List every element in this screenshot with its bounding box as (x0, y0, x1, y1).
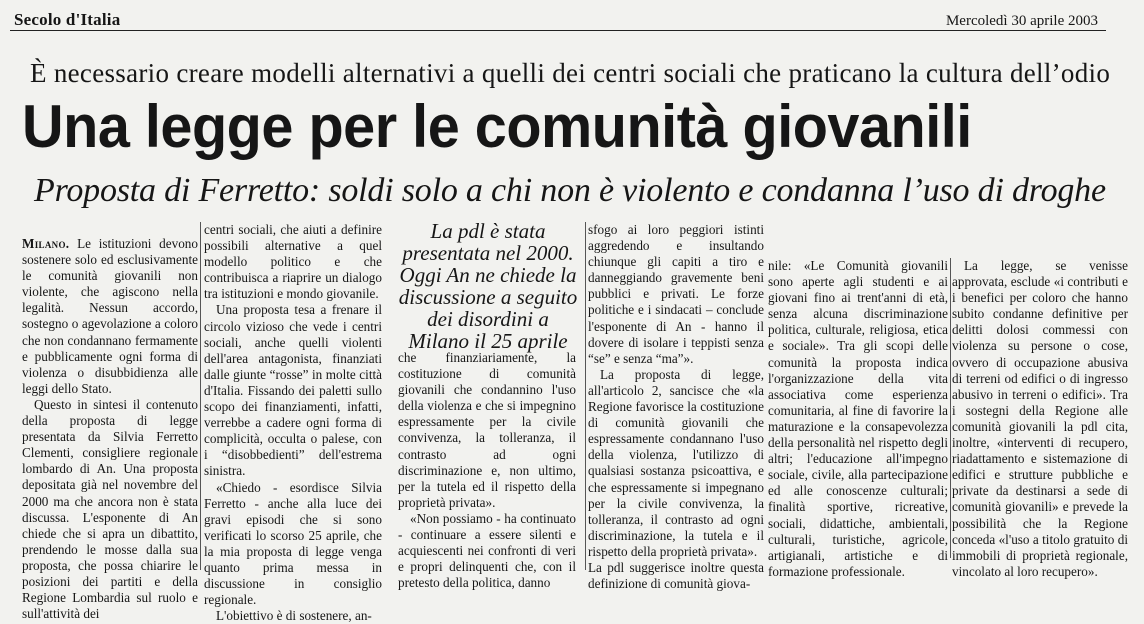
paragraph: Questo in sintesi il contenuto della proposta di legge presentata da Silvia Ferretto Clementi, consigliere regionale lombardo di An. Una proposta depositata già nel novembre del 2000 ma che ancora non è stata discussa. L'esponente di An chiede che si apra un dibattito, prendendo le mosse dalla sua proposta, che possa chiarire le posizioni dei partiti e della Regione Lombardia sul ruolo e sull'attività dei (22, 396, 198, 622)
paragraph: «Non possiamo - ha continuato - continuare a essere silenti e acquiescenti nei confronti di veri e propri delinquenti che, con il pretesto della politica, danno (398, 510, 576, 591)
paragraph (22, 236, 198, 397)
article-kicker: È necessario creare modelli alternativi a quelli dei centri sociali che praticano la cultura dell’odio (30, 58, 1111, 88)
pull-quote: La pdl è stata presentata nel 2000. Oggi An ne chiede la discussione a seguito dei disordini a Milano il 25 aprile (398, 219, 578, 353)
column-rule (585, 222, 586, 570)
text-column-1 (22, 236, 198, 622)
paragraph-text: Le istituzioni devono sostenere solo ed esclusivamente le comunità giovanili non violente, che agiscono nella legalità. Nessun accordo, sostegno o agevolazione a coloro che non condannano fermamente e pubblicamente ogni forma di violenza o disubbidienza alle leggi dello Stato. (22, 236, 198, 396)
text-column-3 (398, 350, 576, 591)
paragraph: La legge, se venisse approvata, esclude «i contributi e i benefici per coloro che hanno subito condanne definitive per delitti dolosi commessi con violenza su persone o cose, ovvero di occupazione abusiva di terreni od edifici o di ingresso abusivo in terreni o edifici». Tra i sostegni della Regione alle comunità giovanili la pdl cita, inoltre, «interventi di recupero, riadattamento e sistemazione di edifici e strutture pubbliche e private da destinarsi a sede di comunità giovanili» e prevede la possibilità che la Regione conceda «l'uso a titolo gratuito di immobili di proprietà regionale, vincolato al loro recupero». (952, 258, 1128, 579)
newspaper-name: Secolo d'Italia (14, 10, 121, 29)
newspaper-header (10, 4, 1106, 31)
paragraph: «Chiedo - esordisce Silvia Ferretto - anche alla luce dei gravi episodi che si sono verificati lo scorso 25 aprile, che la mia proposta di legge venga quanto prima messa in discussione in consiglio regionale. (204, 479, 382, 608)
paragraph: che finanziariamente, la costituzione di comunità giovanili che condannino l'uso della violenza e che si impegnino espressamente per la civile convivenza, la tolleranza, il contrasto ad ogni discriminazione e, non ultimo, per la tutela ed il rispetto della proprietà privata». (398, 350, 576, 510)
issue-date: Mercoledì 30 aprile 2003 (945, 13, 1098, 29)
column-rule (950, 258, 951, 558)
text-column-2 (204, 222, 382, 624)
paragraph: La pdl suggerisce inoltre questa definizione di comunità giova- (588, 559, 764, 592)
article-headline: Una legge per le comunità giovanili (22, 93, 972, 160)
paragraph: Una proposta tesa a frenare il circolo vizioso che vede i centri sociali, anche quelli violenti dell'area antagonista, finanziati dalle giunte “rosse” in molte città d'Italia. Fissando dei paletti sullo scopo dei finanziamenti, infatti, verrebbe a cadere ogni forma di complicità, occulta o palese, con i “disobbedienti” dell'estrema sinistra. (204, 302, 382, 479)
dateline: Milano. (22, 236, 70, 251)
paragraph: nile: «Le Comunità giovanili sono aperte agli studenti e ai giovani fino ai trent'anni di età, senza alcuna discriminazione politica, culturale, religiosa, etica e sociale». Tra gli scopi delle comunità la proposta indica l'organizzazione della vita associativa come esperienza comunitaria, al fine di favorire la maturazione e la consapevolezza della personalità nel rispetto degli altri; l'educazione all'impegno sociale, civile, alla partecipazione ed alle conoscenze culturali; finalità sportive, ricreative, sociali, didattiche, ambientali, culturali, turistiche, agricole, artigianali, artistiche e di formazione professionale. (768, 258, 948, 579)
paragraph: centri sociali, che aiuti a definire possibili alternative a quel modello politico e che contribuisca a riaprire un dialogo tra istituzioni e mondo giovanile. (204, 222, 382, 302)
article-subhead: Proposta di Ferretto: soldi solo a chi non è violento e condanna l’uso di droghe (34, 172, 1106, 209)
paragraph: sfogo ai loro peggiori istinti aggredendo e insultando chiunque gli capiti a tiro e danneggiando gravemente beni pubblici e privati. Le forze politiche e i sindacati – conclude l'esponente di An - hanno il dovere di isolare i teppisti senza “se” e senza “ma”». (588, 222, 764, 366)
column-rule (200, 222, 201, 570)
paragraph: L'obiettivo è di sostenere, an- (216, 608, 372, 624)
paragraph: La proposta di legge, all'articolo 2, sancisce che «la Regione favorisce la costituzione di comunità giovanili che espressamente condannano l'uso della violenza, l'utilizzo di qualsiasi sostanza psicoattiva, e che espressamente si impegnano per la civile convivenza, la tolleranza, il contrasto ad ogni discriminazione, la tutela e il rispetto della proprietà privata». (588, 366, 764, 559)
text-column-4 (588, 222, 764, 592)
text-column-5 (768, 258, 948, 580)
text-column-6 (952, 258, 1128, 580)
